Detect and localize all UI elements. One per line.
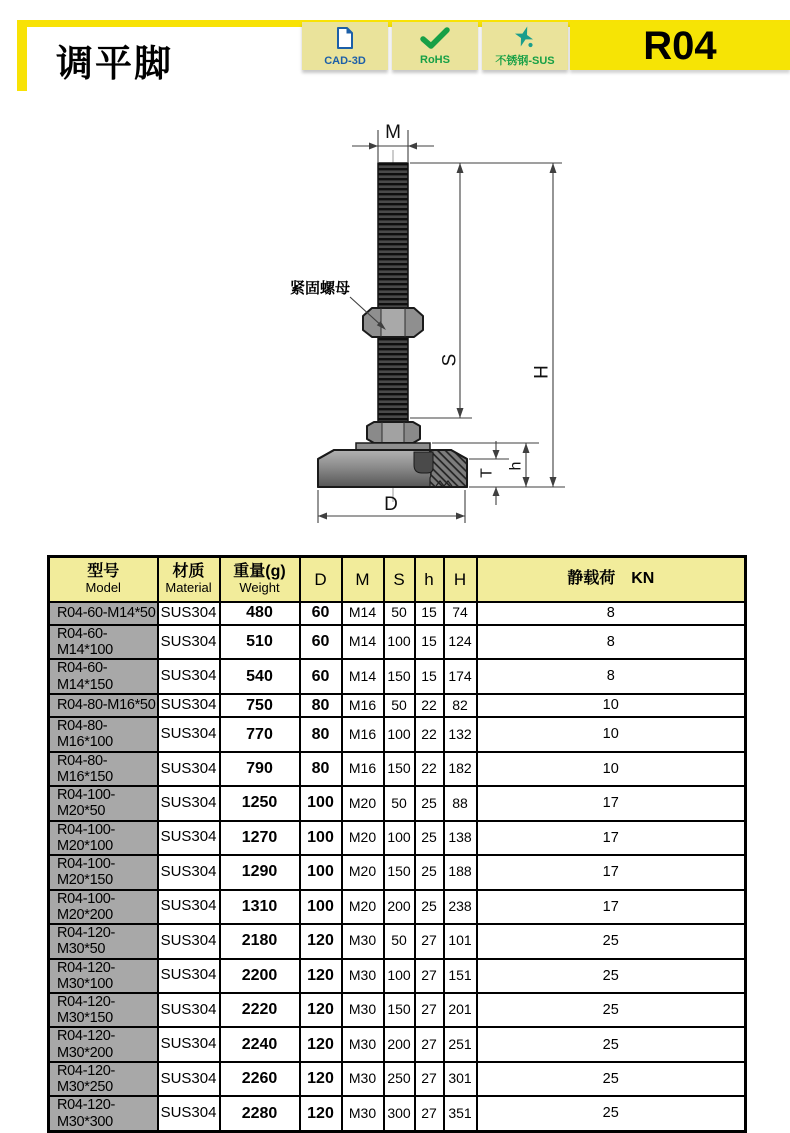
cell-weight: 2260 xyxy=(220,1062,300,1096)
dim-label-m: M xyxy=(385,122,401,143)
cell-m: M30 xyxy=(342,993,384,1027)
cell-weight: 1250 xyxy=(220,786,300,820)
cell-d: 120 xyxy=(300,993,342,1027)
cell-h: 27 xyxy=(415,1027,444,1061)
table-row xyxy=(49,694,746,717)
cell-h-total: 101 xyxy=(444,924,477,958)
cell-m: M30 xyxy=(342,959,384,993)
cell-h: 22 xyxy=(415,717,444,751)
cell-m: M14 xyxy=(342,659,384,693)
cell-weight: 790 xyxy=(220,752,300,786)
table-row xyxy=(49,1027,746,1061)
badge-rohs xyxy=(392,22,478,70)
dim-t xyxy=(469,441,509,505)
cell-h-total: 201 xyxy=(444,993,477,1027)
cell-material: SUS304 xyxy=(158,717,220,751)
cell-h-total: 251 xyxy=(444,1027,477,1061)
cell-s: 50 xyxy=(384,924,415,958)
cell-static-load: 17 xyxy=(477,890,746,924)
cell-h: 27 xyxy=(415,959,444,993)
dim-h-total xyxy=(469,163,565,487)
badge-cad3d xyxy=(302,22,388,70)
cell-s: 50 xyxy=(384,602,415,625)
table-row xyxy=(49,959,746,993)
cell-material: SUS304 xyxy=(158,602,220,625)
col-header-weight: 重量(g) Weight xyxy=(220,557,300,602)
cell-d: 100 xyxy=(300,786,342,820)
cell-m: M30 xyxy=(342,1062,384,1096)
cell-h-total: 188 xyxy=(444,855,477,889)
dim-label-d: D xyxy=(384,494,398,515)
cell-d: 100 xyxy=(300,890,342,924)
cell-material: SUS304 xyxy=(158,659,220,693)
certification-badges xyxy=(302,22,568,70)
cell-h-total: 82 xyxy=(444,694,477,717)
cell-h: 15 xyxy=(415,602,444,625)
cell-static-load: 25 xyxy=(477,1096,746,1131)
table-row xyxy=(49,924,746,958)
cell-model: R04-100-M20*200 xyxy=(49,890,158,924)
cell-weight: 2240 xyxy=(220,1027,300,1061)
col-header-static-load: 静载荷 KN xyxy=(477,557,746,602)
table-row xyxy=(49,855,746,889)
col-header-d: D xyxy=(300,557,342,602)
cell-h: 27 xyxy=(415,924,444,958)
cell-static-load: 10 xyxy=(477,694,746,717)
cell-h: 25 xyxy=(415,786,444,820)
cell-d: 120 xyxy=(300,924,342,958)
cell-material: SUS304 xyxy=(158,924,220,958)
cell-static-load: 25 xyxy=(477,959,746,993)
accent-left-stripe xyxy=(17,20,27,91)
lock-nut-label: 紧固螺母 xyxy=(290,280,351,297)
cell-h: 27 xyxy=(415,993,444,1027)
cell-h: 27 xyxy=(415,1096,444,1131)
col-header-model: 型号 Model xyxy=(49,557,158,602)
cell-h: 27 xyxy=(415,1062,444,1096)
cell-m: M14 xyxy=(342,625,384,659)
cell-d: 60 xyxy=(300,625,342,659)
dim-label-h-total: H xyxy=(531,365,553,379)
socket-recess xyxy=(414,452,433,473)
cell-material: SUS304 xyxy=(158,625,220,659)
cell-h-total: 238 xyxy=(444,890,477,924)
cell-model: R04-80-M16*100 xyxy=(49,717,158,751)
cell-h-total: 174 xyxy=(444,659,477,693)
foot-hex-nut xyxy=(367,422,420,443)
cell-d: 80 xyxy=(300,752,342,786)
cell-static-load: 25 xyxy=(477,993,746,1027)
cell-h-total: 132 xyxy=(444,717,477,751)
table-row xyxy=(49,1062,746,1096)
cell-model: R04-60-M14*150 xyxy=(49,659,158,693)
cell-h-total: 351 xyxy=(444,1096,477,1131)
cell-h: 22 xyxy=(415,694,444,717)
cell-material: SUS304 xyxy=(158,786,220,820)
cell-m: M16 xyxy=(342,752,384,786)
cell-s: 150 xyxy=(384,993,415,1027)
col-header-h: h xyxy=(415,557,444,602)
cell-s: 150 xyxy=(384,752,415,786)
cell-s: 200 xyxy=(384,1027,415,1061)
cell-s: 100 xyxy=(384,959,415,993)
table-header-row xyxy=(49,557,746,602)
col-header-h-total: H xyxy=(444,557,477,602)
cell-h-total: 88 xyxy=(444,786,477,820)
cell-h-total: 138 xyxy=(444,821,477,855)
cell-s: 100 xyxy=(384,821,415,855)
cell-model: R04-60-M14*100 xyxy=(49,625,158,659)
cad-3d-document-icon xyxy=(333,26,357,55)
table-row xyxy=(49,717,746,751)
sparkle-icon xyxy=(513,26,537,55)
cell-static-load: 10 xyxy=(477,752,746,786)
cell-material: SUS304 xyxy=(158,1062,220,1096)
cell-h-total: 151 xyxy=(444,959,477,993)
cell-weight: 770 xyxy=(220,717,300,751)
cell-h-total: 124 xyxy=(444,625,477,659)
cell-d: 120 xyxy=(300,959,342,993)
cell-material: SUS304 xyxy=(158,993,220,1027)
cell-s: 200 xyxy=(384,890,415,924)
cell-model: R04-60-M14*50 xyxy=(49,602,158,625)
cell-h: 25 xyxy=(415,890,444,924)
cell-model: R04-80-M16*150 xyxy=(49,752,158,786)
cell-static-load: 25 xyxy=(477,1027,746,1061)
cell-h: 15 xyxy=(415,625,444,659)
badge-stainless-sus xyxy=(482,22,568,70)
cell-d: 80 xyxy=(300,694,342,717)
cell-d: 60 xyxy=(300,659,342,693)
cell-static-load: 17 xyxy=(477,821,746,855)
cell-material: SUS304 xyxy=(158,855,220,889)
cell-m: M16 xyxy=(342,694,384,717)
cell-d: 100 xyxy=(300,821,342,855)
col-header-m: M xyxy=(342,557,384,602)
cell-model: R04-80-M16*50 xyxy=(49,694,158,717)
col-header-s: S xyxy=(384,557,415,602)
cell-m: M20 xyxy=(342,890,384,924)
cell-static-load: 8 xyxy=(477,625,746,659)
cell-s: 50 xyxy=(384,786,415,820)
cell-h: 25 xyxy=(415,855,444,889)
dim-label-h-base: h xyxy=(507,461,525,471)
cell-m: M30 xyxy=(342,1027,384,1061)
cell-m: M20 xyxy=(342,786,384,820)
cell-m: M30 xyxy=(342,924,384,958)
cell-d: 100 xyxy=(300,855,342,889)
badge-label: 不锈钢-SUS xyxy=(495,54,555,67)
cell-s: 250 xyxy=(384,1062,415,1096)
cell-m: M30 xyxy=(342,1096,384,1131)
cell-material: SUS304 xyxy=(158,890,220,924)
cell-h-total: 182 xyxy=(444,752,477,786)
cell-weight: 750 xyxy=(220,694,300,717)
product-code: R04 xyxy=(570,22,790,70)
dim-label-t: T xyxy=(478,468,496,478)
cell-weight: 2180 xyxy=(220,924,300,958)
cell-model: R04-100-M20*150 xyxy=(49,855,158,889)
cell-material: SUS304 xyxy=(158,752,220,786)
cell-static-load: 17 xyxy=(477,786,746,820)
cell-h: 25 xyxy=(415,821,444,855)
dim-label-s: S xyxy=(439,353,461,367)
cell-model: R04-100-M20*100 xyxy=(49,821,158,855)
table-row xyxy=(49,752,746,786)
cell-model: R04-120-M30*150 xyxy=(49,993,158,1027)
cell-static-load: 10 xyxy=(477,717,746,751)
cell-material: SUS304 xyxy=(158,821,220,855)
cell-m: M16 xyxy=(342,717,384,751)
cell-d: 120 xyxy=(300,1062,342,1096)
page-title: 调平脚 xyxy=(56,43,173,84)
lock-nut xyxy=(363,308,423,337)
table-row xyxy=(49,625,746,659)
table-row xyxy=(49,890,746,924)
table-row xyxy=(49,602,746,625)
cell-model: R04-120-M30*250 xyxy=(49,1062,158,1096)
cell-s: 300 xyxy=(384,1096,415,1131)
cell-weight: 2200 xyxy=(220,959,300,993)
cell-h-total: 301 xyxy=(444,1062,477,1096)
cell-h-total: 74 xyxy=(444,602,477,625)
cell-static-load: 25 xyxy=(477,924,746,958)
badge-label: RoHS xyxy=(420,53,450,66)
cell-static-load: 25 xyxy=(477,1062,746,1096)
table-row xyxy=(49,1096,746,1131)
cell-model: R04-120-M30*200 xyxy=(49,1027,158,1061)
dim-s xyxy=(410,163,472,418)
cell-weight: 2220 xyxy=(220,993,300,1027)
threaded-stud xyxy=(378,163,408,426)
cell-static-load: 17 xyxy=(477,855,746,889)
cell-d: 120 xyxy=(300,1027,342,1061)
cell-weight: 540 xyxy=(220,659,300,693)
table-row xyxy=(49,786,746,820)
cell-material: SUS304 xyxy=(158,1027,220,1061)
cell-weight: 1290 xyxy=(220,855,300,889)
cell-s: 50 xyxy=(384,694,415,717)
table-row xyxy=(49,659,746,693)
cell-h: 15 xyxy=(415,659,444,693)
table-row xyxy=(49,993,746,1027)
cell-m: M20 xyxy=(342,855,384,889)
cell-weight: 510 xyxy=(220,625,300,659)
cell-d: 60 xyxy=(300,602,342,625)
cell-material: SUS304 xyxy=(158,694,220,717)
cell-material: SUS304 xyxy=(158,1096,220,1131)
cell-s: 100 xyxy=(384,717,415,751)
cell-s: 150 xyxy=(384,855,415,889)
cell-weight: 480 xyxy=(220,602,300,625)
cell-h: 22 xyxy=(415,752,444,786)
cell-weight: 2280 xyxy=(220,1096,300,1131)
cell-material: SUS304 xyxy=(158,959,220,993)
dim-d xyxy=(318,490,465,523)
cell-weight: 1270 xyxy=(220,821,300,855)
cell-model: R04-120-M30*50 xyxy=(49,924,158,958)
technical-drawing xyxy=(0,110,790,555)
cell-d: 80 xyxy=(300,717,342,751)
cell-weight: 1310 xyxy=(220,890,300,924)
check-icon xyxy=(419,27,451,54)
cell-m: M20 xyxy=(342,821,384,855)
col-header-material: 材质 Material xyxy=(158,557,220,602)
base-pad xyxy=(318,450,467,487)
spec-table xyxy=(47,555,747,1133)
badge-label: CAD-3D xyxy=(324,54,366,67)
cell-d: 120 xyxy=(300,1096,342,1131)
cell-model: R04-120-M30*300 xyxy=(49,1096,158,1131)
cell-static-load: 8 xyxy=(477,659,746,693)
cell-s: 150 xyxy=(384,659,415,693)
cell-m: M14 xyxy=(342,602,384,625)
cell-model: R04-120-M30*100 xyxy=(49,959,158,993)
table-row xyxy=(49,821,746,855)
cell-s: 100 xyxy=(384,625,415,659)
cell-model: R04-100-M20*50 xyxy=(49,786,158,820)
cell-static-load: 8 xyxy=(477,602,746,625)
